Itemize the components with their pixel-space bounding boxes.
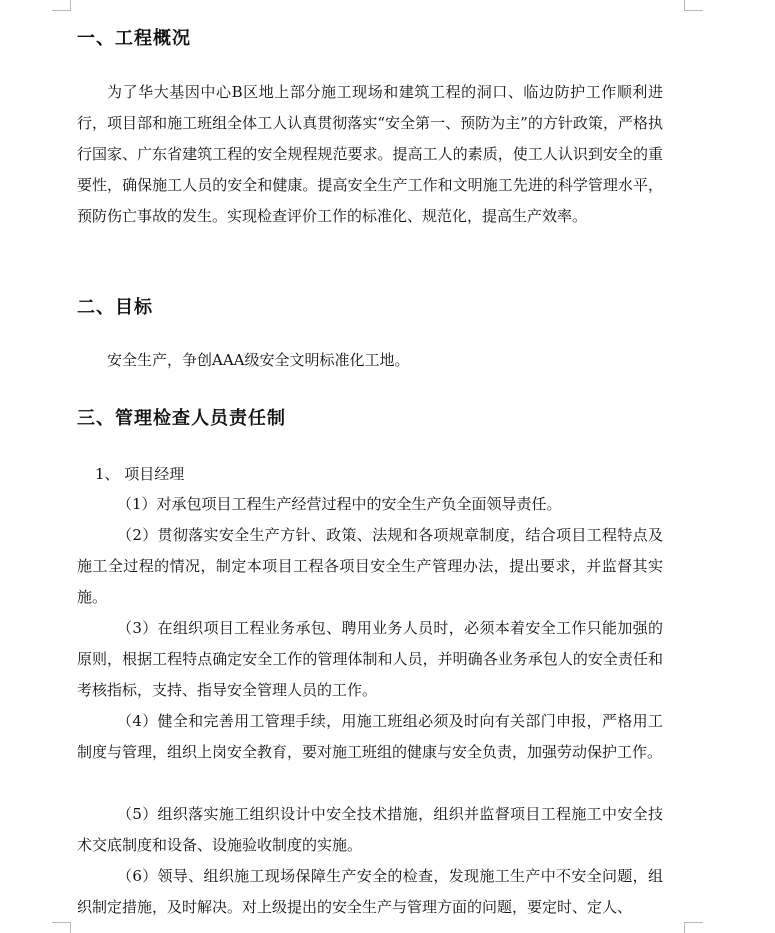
list-item: （5）组织落实施工组织设计中安全技术措施，组织并监督项目工程施工中安全技术交底制度和设备、设施验收制度的实施。 (77, 805, 663, 854)
page-corner-mark (684, 922, 703, 933)
list-item: （6）领导、组织施工现场保障生产安全的检查，发现施工生产中不安全问题，组织制定措施，及时解决。对上级提出的安全生产与管理方面的问题，要定时、定人、 (77, 867, 663, 916)
section-heading: 一、工程概况 (77, 28, 191, 49)
page-corner-mark (684, 0, 703, 11)
body-paragraph: 为了华大基因中心B区地上部分施工现场和建筑工程的洞口、临边防护工作顺利进行，项目部和施工班组全体工人认真贯彻落实“安全第一、预防为主”的方针政策，严格执行国家、广东省建筑工程的安全规程规范要求。提高工人的素质，使工人认识到安全的重要性，确保施工人员的安全和健康。提高安全生产工作和文明施工先进的科学管理水平，预防伤亡事故的发生。实现检查评价工作的标准化、规范化，提高生产效率。 (77, 83, 663, 225)
section-heading: 二、目标 (77, 297, 153, 318)
body-paragraph: 安全生产，争创AAA级安全文明标准化工地。 (107, 351, 410, 369)
list-item: （3）在组织项目工程业务承包、聘用业务人员时，必须本着安全工作只能加强的原则，根据工程特点确定安全工作的管理体制和人员，并明确各业务承包人的安全责任和考核指标，支持、指导安全管理人员的工作。 (77, 619, 663, 699)
page-corner-mark (52, 0, 71, 11)
list-item: （1）对承包项目工程生产经营过程中的安全生产负全面领导责任。 (117, 495, 562, 513)
list-item: （2）贯彻落实安全生产方针、政策、法规和各项规章制度，结合项目工程特点及施工全过程的情况，制定本项目工程各项目安全生产管理办法，提出要求，并监督其实施。 (77, 526, 663, 606)
section-heading: 三、管理检查人员责任制 (77, 408, 286, 429)
list-item: （4）健全和完善用工管理手续，用施工班组必须及时向有关部门申报，严格用工制度与管理，组织上岗安全教育，要对施工班组的健康与安全负责，加强劳动保护工作。 (77, 712, 663, 761)
sub-heading: 1、 项目经理 (95, 465, 185, 483)
page-corner-mark (52, 922, 71, 933)
